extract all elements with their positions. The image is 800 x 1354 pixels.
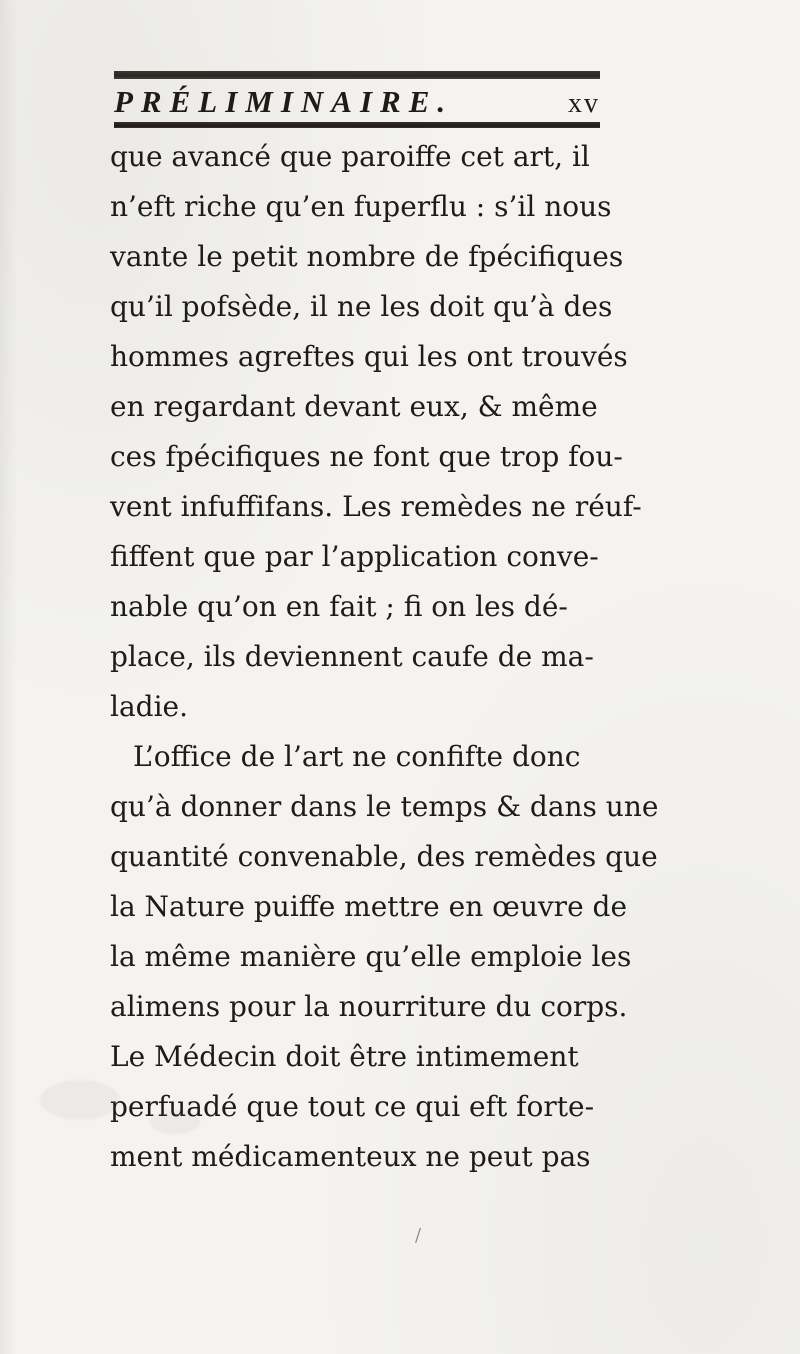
text-line: place, ils deviennent caufe de ma- bbox=[110, 640, 594, 673]
text-line: fiffent que par l’application conve- bbox=[110, 540, 599, 573]
text-line: L’office de l’art ne confifte donc bbox=[133, 740, 581, 773]
paper-stain bbox=[40, 1080, 120, 1120]
text-line: quantité convenable, des remèdes que bbox=[110, 840, 658, 873]
text-line: vent infuffifans. Les remèdes ne réuf- bbox=[110, 490, 642, 523]
text-line: vante le petit nombre de fpécifiques bbox=[110, 240, 624, 273]
text-line: n’eft riche qu’en fuperflu : s’il nous bbox=[110, 190, 612, 223]
text-line: Le Médecin doit être intimement bbox=[110, 1040, 579, 1073]
text-line: perfuadé que tout ce qui eft forte- bbox=[110, 1090, 595, 1123]
text-line: hommes agreftes qui les ont trouvés bbox=[110, 340, 628, 373]
paper-stain bbox=[150, 1110, 200, 1134]
text-line: qu’il pofsède, il ne les doit qu’à des bbox=[110, 290, 613, 323]
text-line: alimens pour la nourriture du corps. bbox=[110, 990, 628, 1023]
running-title: PRÉLIMINAIRE. bbox=[114, 84, 454, 119]
text-line: qu’à donner dans le temps & dans une bbox=[110, 790, 659, 823]
text-line: que avancé que paroiffe cet art, il bbox=[110, 140, 590, 173]
text-line: nable qu’on en fait ; fi on les dé- bbox=[110, 590, 568, 623]
text-line: la même manière qu’elle emploie les bbox=[110, 940, 632, 973]
text-line: en regardant devant eux, & même bbox=[110, 390, 598, 423]
top-rule bbox=[114, 71, 600, 79]
ink-mark: / bbox=[415, 1225, 422, 1246]
text-line: la Nature puiffe mettre en œuvre de bbox=[110, 890, 628, 923]
text-line: ladie. bbox=[110, 690, 188, 723]
body-text bbox=[110, 126, 659, 1206]
page-header bbox=[114, 82, 600, 122]
text-line: ces fpécifiques ne font que trop fou- bbox=[110, 440, 623, 473]
page-number: xv bbox=[568, 88, 600, 119]
text-line: ment médicamenteux ne peut pas bbox=[110, 1140, 591, 1173]
